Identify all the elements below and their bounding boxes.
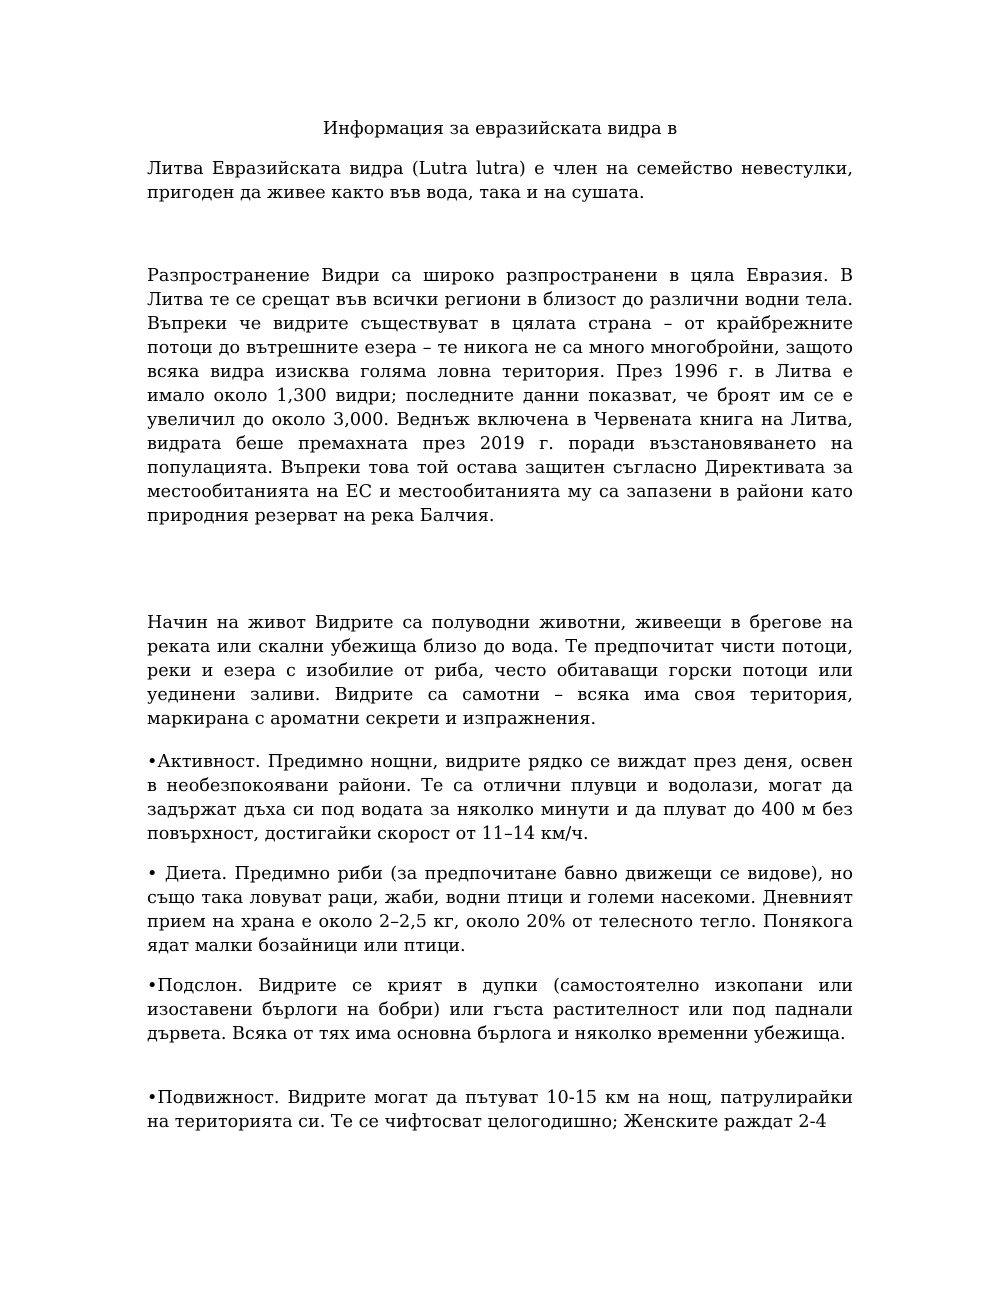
diet-bullet: • Диета. Предимно риби (за предпочитане бавно движещи се видове), но също така ловуват раци, жаби, водни птици и големи насекоми. Дневният прием на храна е около 2–2,5 кг, около 20% от телесното тегло. Понякога ядат малки бозайници или птици. <box>147 864 853 956</box>
distribution-paragraph: Разпространение Видри са широко разпространени в цяла Евразия. В Литва те се срещат във всички региони в близост до различни водни тела. Въпреки че видрите съществуват в цялата страна – от крайбрежните потоци до вътрешните езера – те никога не са много многобройни, защото всяка видра изисква голяма ловна територия. През 1996 г. в Литва е имало около 1,300 видри; последните данни показват, че броят им се е увеличил до около 3,000. Веднъж включена в Червената книга на Литва, видрата беше премахната през 2019 г. поради възстановяването на популацията. Въпреки това той остава защитен съгласно Директивата за местообитанията на ЕС и местообитанията му са запазени в райони като природния резерват на река Балчия. <box>147 266 853 526</box>
intro-paragraph: Литва Евразийската видра (Lutra lutra) е член на семейство невестулки, пригоден да живее както във вода, така и на сушата. <box>147 159 853 203</box>
document-title: Информация за евразийската видра в <box>322 119 678 139</box>
activity-bullet: •Активност. Предимно нощни, видрите рядко се виждат през деня, освен в необезпокоявани райони. Те са отлични плувци и водолази, могат да задържат дъха си под водата за няколко минути и да плуват до 400 м без повърхност, достигайки скорост от 11–14 км/ч. <box>147 752 853 844</box>
mobility-bullet: •Подвижност. Видрите могат да пътуват 10-15 км на нощ, патрулирайки на територията си. Те се чифтосват целогодишно; Женските раждат 2-4 <box>147 1088 853 1132</box>
shelter-bullet: •Подслон. Видрите се крият в дупки (самостоятелно изкопани или изоставени бърлоги на бобри) или гъста растителност или под паднали дървета. Всяка от тях има основна бърлога и няколко временни убежища. <box>147 976 853 1044</box>
lifestyle-paragraph: Начин на живот Видрите са полуводни животни, живеещи в брегове на реката или скални убежища близо до вода. Те предпочитат чисти потоци, реки и езера с изобилие от риба, често обитаващи горски потоци или уединени заливи. Видрите са самотни – всяка има своя територия, маркирана с ароматни секрети и изпражнения. <box>147 613 853 729</box>
